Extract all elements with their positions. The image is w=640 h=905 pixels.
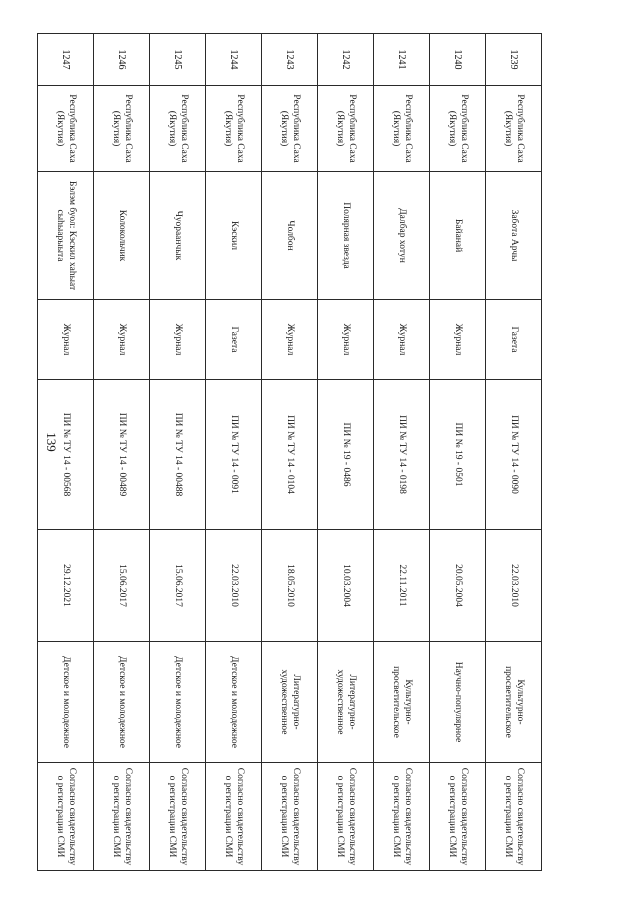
basis-note: Согласно свидетельству о регистрации СМИ	[486, 763, 542, 871]
publication-name: Полярная звезда	[318, 172, 374, 300]
registration-number: ПИ № ТУ 14 - 0198	[374, 380, 430, 530]
specialization: Культурно-просветительское	[374, 642, 430, 763]
region-cell: Республика Саха (Якутия)	[94, 86, 150, 172]
specialization: Культурно-просветительское	[486, 642, 542, 763]
publication-name: Далбар хотун	[374, 172, 430, 300]
basis-note: Согласно свидетельству о регистрации СМИ	[430, 763, 486, 871]
registration-date: 10.03.2004	[318, 530, 374, 642]
registration-date: 15.06.2017	[94, 530, 150, 642]
region-cell: Республика Саха (Якутия)	[38, 86, 94, 172]
publication-type: Газета	[206, 300, 262, 380]
publication-type: Газета	[486, 300, 542, 380]
registration-number: ПИ № ТУ 14 - 0104	[262, 380, 318, 530]
publication-type: Журнал	[150, 300, 206, 380]
row-number: 1243	[262, 34, 318, 86]
table-row	[150, 34, 206, 871]
region-cell: Республика Саха (Якутия)	[430, 86, 486, 172]
table-row	[374, 34, 430, 871]
region-cell: Республика Саха (Якутия)	[486, 86, 542, 172]
specialization: Литературно-художественное	[262, 642, 318, 763]
publication-name: Чолбон	[262, 172, 318, 300]
basis-note: Согласно свидетельству о регистрации СМИ	[374, 763, 430, 871]
registration-date: 20.05.2004	[430, 530, 486, 642]
row-number: 1239	[486, 34, 542, 86]
publication-name: Бэлэм буол: Кэскил хаhыат сыhыарыыта	[38, 172, 94, 300]
region-cell: Республика Саха (Якутия)	[374, 86, 430, 172]
registration-number: ПИ № 19 - 0486	[318, 380, 374, 530]
registration-number: ПИ № 19 - 0501	[430, 380, 486, 530]
publication-type: Журнал	[374, 300, 430, 380]
region-cell: Республика Саха (Якутия)	[206, 86, 262, 172]
registration-date: 15.06.2017	[150, 530, 206, 642]
registration-date: 22.11.2011	[374, 530, 430, 642]
table-row	[486, 34, 542, 871]
publication-name: Чуораанчык	[150, 172, 206, 300]
registration-date: 22.03.2010	[206, 530, 262, 642]
table-row	[262, 34, 318, 871]
registry-sheet	[55, 33, 542, 870]
row-number: 1246	[94, 34, 150, 86]
publication-type: Журнал	[262, 300, 318, 380]
table-row	[206, 34, 262, 871]
publication-name: Колокольчик	[94, 172, 150, 300]
basis-note: Согласно свидетельству о регистрации СМИ	[94, 763, 150, 871]
publication-name: Забота Арчы	[486, 172, 542, 300]
row-number: 1245	[150, 34, 206, 86]
table-row	[38, 34, 94, 871]
basis-note: Согласно свидетельству о регистрации СМИ	[38, 763, 94, 871]
row-number: 1240	[430, 34, 486, 86]
row-number: 1247	[38, 34, 94, 86]
registration-number: ПИ № ТУ 14 - 0091	[206, 380, 262, 530]
publication-type: Журнал	[318, 300, 374, 380]
publication-type: Журнал	[38, 300, 94, 380]
media-registry-table	[37, 33, 542, 871]
registration-number: ПИ № ТУ 14 - 00489	[94, 380, 150, 530]
region-cell: Республика Саха (Якутия)	[150, 86, 206, 172]
publication-name: Байанай	[430, 172, 486, 300]
table-row	[430, 34, 486, 871]
row-number: 1241	[374, 34, 430, 86]
rotated-table-wrapper	[55, 33, 542, 870]
specialization: Литературно-художественное	[318, 642, 374, 763]
registration-date: 29.12.2021	[38, 530, 94, 642]
specialization: Детское и молодежное	[38, 642, 94, 763]
region-cell: Республика Саха (Якутия)	[318, 86, 374, 172]
registration-number: ПИ № ТУ 14 - 0090	[486, 380, 542, 530]
table-row	[318, 34, 374, 871]
specialization: Научно-популярное	[430, 642, 486, 763]
row-number: 1242	[318, 34, 374, 86]
registration-number: ПИ № ТУ 14 - 00488	[150, 380, 206, 530]
table-row	[94, 34, 150, 871]
publication-type: Журнал	[94, 300, 150, 380]
publication-type: Журнал	[430, 300, 486, 380]
specialization: Детское и молодежное	[206, 642, 262, 763]
registration-number: ПИ № ТУ 14 - 00568	[38, 380, 94, 530]
row-number: 1244	[206, 34, 262, 86]
table-body	[38, 34, 542, 871]
page-number: 139	[44, 432, 59, 452]
publication-name: Кэскил	[206, 172, 262, 300]
specialization: Детское и молодежное	[150, 642, 206, 763]
basis-note: Согласно свидетельству о регистрации СМИ	[206, 763, 262, 871]
region-cell: Республика Саха (Якутия)	[262, 86, 318, 172]
basis-note: Согласно свидетельству о регистрации СМИ	[262, 763, 318, 871]
registration-date: 18.05.2010	[262, 530, 318, 642]
basis-note: Согласно свидетельству о регистрации СМИ	[150, 763, 206, 871]
basis-note: Согласно свидетельству о регистрации СМИ	[318, 763, 374, 871]
registration-date: 22.03.2010	[486, 530, 542, 642]
specialization: Детское и молодежное	[94, 642, 150, 763]
